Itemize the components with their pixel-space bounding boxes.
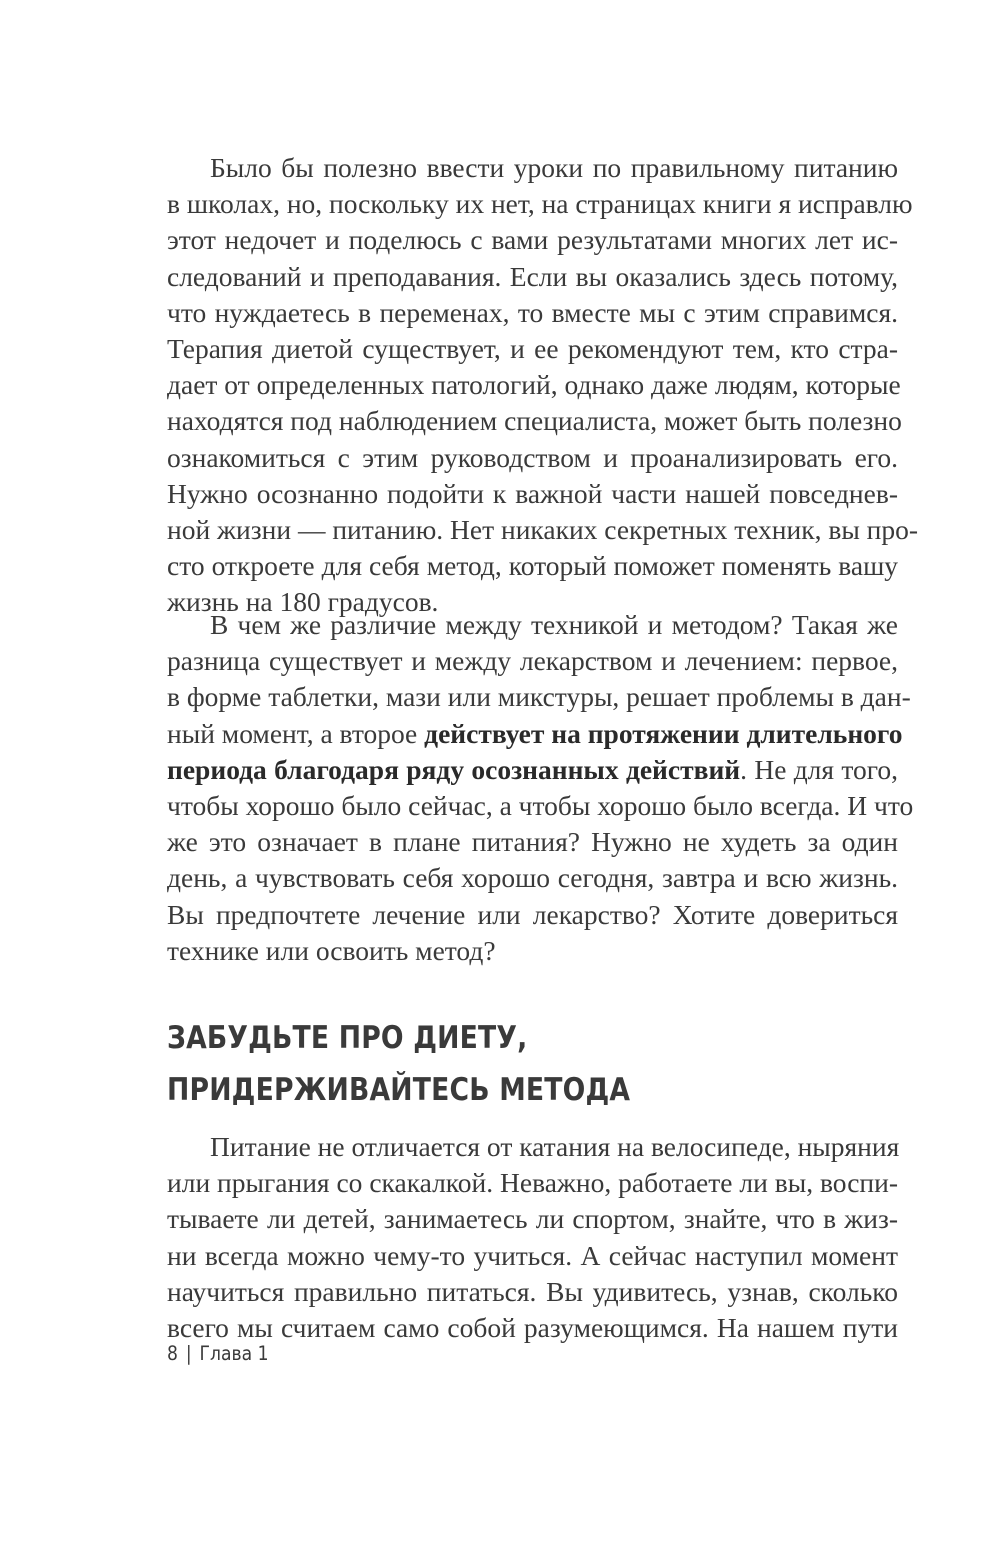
text-line: находятся под наблюдением специалиста, может быть полезно (167, 405, 902, 437)
text-line: научиться правильно питаться. Вы удивитесь, узнав, сколько (167, 1275, 898, 1307)
paragraph-3 (167, 1129, 898, 1346)
text-line: технике или освоить метод? (167, 934, 496, 966)
paragraph-2 (167, 607, 914, 969)
text-line: тываете ли детей, занимаетесь ли спортом, знайте, что в жиз- (167, 1203, 898, 1235)
text-line (167, 716, 903, 752)
text-line: день, а чувствовать себя хорошо сегодня, завтра и всю жизнь. (167, 862, 898, 894)
text-line: Терапия диетой существует, и ее рекомендуют тем, кто стра- (167, 332, 898, 364)
text-line: разница существует и между лекарством и лечением: первое, (167, 645, 898, 677)
heading-line: ПРИДЕРЖИВАЙТЕСЬ МЕТОДА (167, 1072, 631, 1108)
text-line: сто откроете для себя метод, который поможет поменять вашу (167, 550, 898, 582)
text-line: Было бы полезно ввести уроки по правильному питанию (210, 152, 898, 183)
bold-emphasis: действует на протяжении длительного (424, 717, 903, 749)
text-span: . Не для того, (740, 753, 898, 785)
text-line: следований и преподавания. Если вы оказались здесь потому, (167, 260, 898, 292)
text-line: жизнь на 180 градусов. (167, 586, 439, 618)
paragraph-1 (167, 150, 919, 620)
text-line: или прыгания со скакалкой. Неважно, работаете ли вы, воспи- (167, 1167, 898, 1199)
text-span: ный момент, а второе (167, 717, 425, 749)
text-line: что нуждаетесь в переменах, то вместе мы с этим справимся. (167, 296, 898, 328)
text-line: ознакомиться с этим руководством и проанализировать его. (167, 441, 898, 473)
heading-line: ЗАБУДЬТЕ ПРО ДИЕТУ, (167, 1020, 528, 1056)
text-line: Вы предпочтете лечение или лекарство? Хотите довериться (167, 898, 898, 930)
text-line: В чем же различие между техникой и методом? Такая же (210, 609, 898, 640)
text-line: чтобы хорошо было сейчас, а чтобы хорошо было всегда. И что (167, 789, 914, 821)
text-line: дает от определенных патологий, однако даже людям, которые (167, 369, 901, 401)
page-footer (167, 1342, 269, 1365)
footer-separator: | (185, 1342, 192, 1365)
text-line: Нужно осознанно подойти к важной части нашей повседнев- (167, 477, 898, 509)
text-line: же это означает в плане питания? Нужно не худеть за один (167, 826, 898, 858)
section-heading (167, 1012, 796, 1116)
page-number: 8 (167, 1342, 178, 1365)
text-line: ни всегда можно чему-то учиться. А сейчас наступил момент (167, 1239, 898, 1271)
text-line: этот недочет и поделюсь с вами результатами многих лет ис- (167, 224, 898, 256)
chapter-label: Глава 1 (199, 1342, 269, 1365)
text-line: всего мы считаем само собой разумеющимся. На нашем пути (167, 1311, 898, 1343)
text-line (167, 752, 898, 788)
text-line: ной жизни — питанию. Нет никаких секретных техник, вы про- (167, 513, 919, 545)
text-line: в форме таблетки, мази или микстуры, решает проблемы в дан- (167, 681, 911, 713)
bold-emphasis: периода благодаря ряду осознанных действий (167, 753, 741, 785)
text-line: Питание не отличается от катания на велосипеде, ныряния (210, 1131, 900, 1162)
text-line: в школах, но, поскольку их нет, на страницах книги я исправлю (167, 188, 913, 220)
